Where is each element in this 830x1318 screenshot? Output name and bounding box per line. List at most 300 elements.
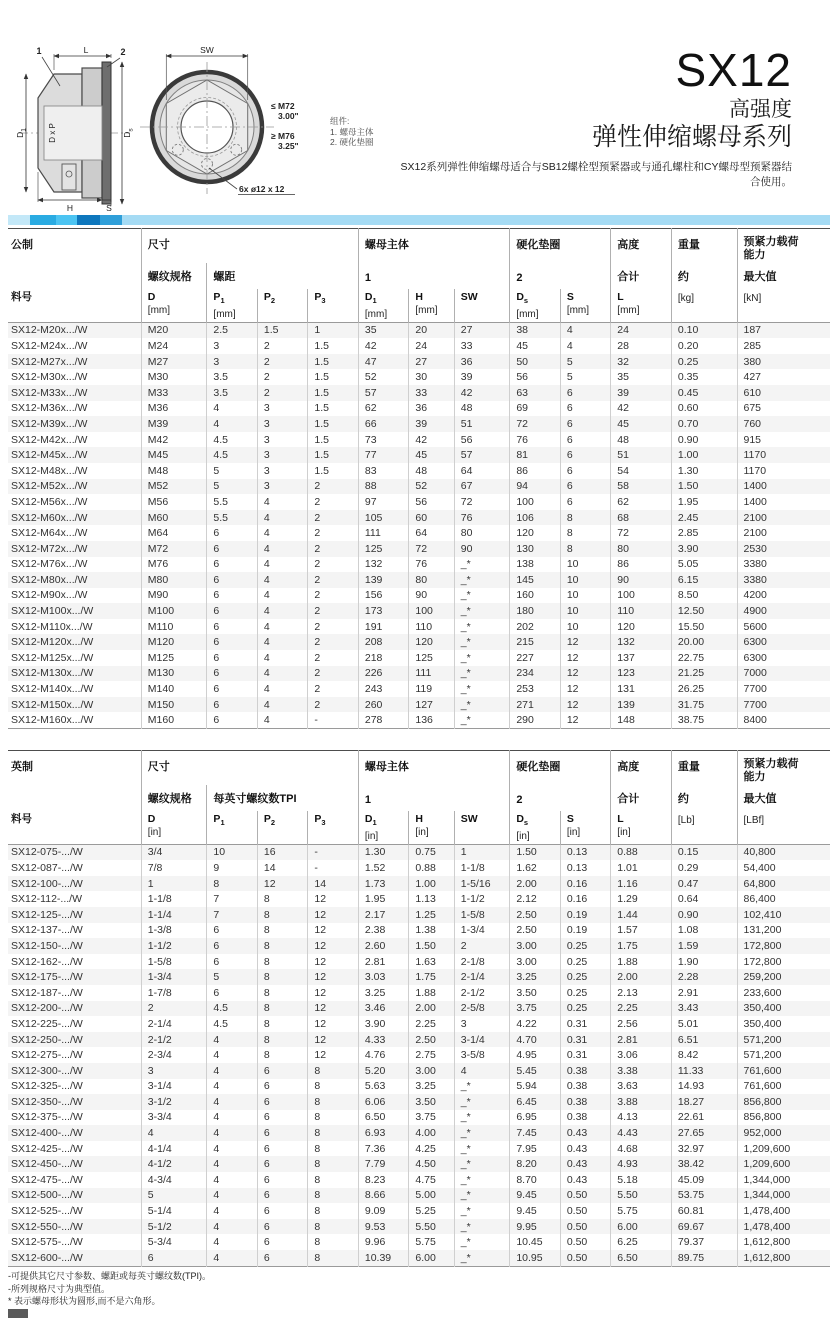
front-view	[140, 45, 299, 195]
table-row	[8, 938, 830, 954]
table-cell: 1,478,400	[737, 1203, 830, 1219]
table-cell: 35	[358, 322, 408, 338]
table-cell: SX12-187-.../W	[11, 986, 83, 999]
table-cell: 8	[308, 1094, 358, 1110]
table-cell: 8	[257, 1047, 307, 1063]
table-cell: 278	[358, 712, 408, 728]
table-cell: 610	[737, 385, 830, 401]
table-cell: 3	[257, 447, 307, 463]
sub-header-approx: 约	[671, 263, 737, 289]
table-row	[8, 907, 830, 923]
table-cell: 77	[358, 447, 408, 463]
column-header: S [mm]	[560, 289, 610, 323]
accent-bar-segment	[122, 215, 830, 225]
table-cell: 571,200	[737, 1032, 830, 1048]
table-cell: 72	[510, 416, 560, 432]
table-cell: 3.38	[611, 1063, 672, 1079]
table-cell: 12	[560, 650, 610, 666]
table-cell: 4.25	[409, 1141, 454, 1157]
table-cell: M56	[141, 494, 207, 510]
table-cell: 4	[257, 541, 307, 557]
table-cell: 227	[510, 650, 560, 666]
table-cell: 83	[358, 463, 408, 479]
table-cell: 4	[141, 1125, 207, 1141]
table-cell: 4	[560, 322, 610, 338]
table-cell: 2	[308, 619, 358, 635]
table-cell: 1.5	[308, 447, 358, 463]
table-cell: 0.88	[611, 844, 672, 860]
table-cell: 9	[207, 860, 257, 876]
table-cell: 761,600	[737, 1079, 830, 1095]
table-cell: 42	[611, 401, 672, 417]
table-cell: 4	[257, 634, 307, 650]
table-cell: 4.22	[510, 1016, 560, 1032]
table-cell: 12	[308, 1032, 358, 1048]
sub-header-tpi: 每英寸螺纹数TPI	[207, 785, 358, 811]
table-cell: 1170	[737, 463, 830, 479]
table-cell: 10	[560, 619, 610, 635]
table-cell: 120	[611, 619, 672, 635]
sub-header-approx: 约	[671, 785, 737, 811]
column-header: $P_1$ [mm]	[207, 289, 257, 323]
table-cell: 4	[207, 1250, 257, 1266]
dim-s-label: S	[106, 203, 112, 213]
table-cell: 2	[257, 369, 307, 385]
table-cell: 51	[454, 416, 510, 432]
table-cell: 0.45	[671, 385, 737, 401]
table-cell: SX12-M45x.../W	[11, 449, 88, 462]
table-cell: 8	[308, 1156, 358, 1172]
table-cell: 3.5	[207, 369, 257, 385]
table-cell: 2.00	[510, 876, 560, 892]
table-cell: 0.25	[560, 985, 610, 1001]
table-cell: 6	[207, 712, 257, 728]
table-cell: 6	[257, 1063, 307, 1079]
table-cell: 1.63	[409, 954, 454, 970]
table-row	[8, 1047, 830, 1063]
table-cell: 86	[611, 557, 672, 573]
group-header-height: 高度	[611, 229, 672, 263]
column-header-row	[8, 289, 830, 323]
table-cell: 6	[207, 634, 257, 650]
callout-1: 1	[36, 46, 42, 56]
table-cell: 2	[257, 354, 307, 370]
table-cell: SX12-150-.../W	[11, 939, 83, 952]
table-cell: M125	[141, 650, 207, 666]
table-row	[8, 712, 830, 728]
table-cell: M30	[141, 369, 207, 385]
table-cell: 2	[257, 338, 307, 354]
table-cell: 208	[358, 634, 408, 650]
table-cell: 21.25	[671, 666, 737, 682]
table-cell: 8	[207, 876, 257, 892]
table-cell: 3.90	[358, 1016, 408, 1032]
table-cell: 3.00	[409, 1063, 454, 1079]
table-cell: 7.79	[358, 1156, 408, 1172]
table-cell: 110	[409, 619, 454, 635]
table-cell: _*	[454, 1110, 510, 1126]
table-cell: 7.36	[358, 1141, 408, 1157]
table-cell: 50	[510, 354, 560, 370]
table-cell: 1.50	[510, 844, 560, 860]
table-cell: _*	[454, 603, 510, 619]
table-cell: 148	[611, 712, 672, 728]
table-cell: 7	[207, 891, 257, 907]
table-cell: 10	[560, 557, 610, 573]
table-row	[8, 447, 830, 463]
table-cell: 64	[454, 463, 510, 479]
table-cell: 10	[560, 572, 610, 588]
table-cell: 1-3/4	[454, 923, 510, 939]
table-cell: 2	[257, 385, 307, 401]
table-cell: 89.75	[671, 1250, 737, 1266]
table-cell: 39	[611, 385, 672, 401]
table-cell: SX12-M56x.../W	[11, 495, 88, 508]
side-view	[15, 45, 135, 213]
table-cell: 5.50	[611, 1188, 672, 1204]
table-cell: 130	[510, 541, 560, 557]
table-cell: 2100	[737, 525, 830, 541]
table-cell: 1,209,600	[737, 1156, 830, 1172]
table-cell: _*	[454, 1094, 510, 1110]
table-cell: 6	[207, 681, 257, 697]
table-cell: 10.45	[510, 1234, 560, 1250]
table-cell: 0.38	[560, 1063, 610, 1079]
sub-header-body-number: 1	[358, 263, 509, 289]
table-cell: 1-1/8	[454, 860, 510, 876]
table-cell: 4	[257, 697, 307, 713]
table-cell: 173	[358, 603, 408, 619]
table-cell: 12	[308, 969, 358, 985]
metric-table-body	[8, 322, 830, 728]
table-cell: 0.50	[560, 1219, 610, 1235]
table-cell: M20	[141, 322, 207, 338]
table-cell: 94	[510, 479, 560, 495]
table-cell: 36	[409, 401, 454, 417]
table-cell: SX12-112-.../W	[11, 893, 82, 906]
table-cell: 3.00	[510, 954, 560, 970]
table-cell: 2.85	[671, 525, 737, 541]
table-cell: 2.45	[671, 510, 737, 526]
table-cell: SX12-137-.../W	[11, 924, 83, 937]
table-cell: SX12-325-.../W	[11, 1080, 83, 1093]
table-cell: 6	[207, 985, 257, 1001]
table-cell: 10	[560, 603, 610, 619]
table-cell: 3.06	[611, 1047, 672, 1063]
table-cell: 0.50	[560, 1250, 610, 1266]
table-row	[8, 572, 830, 588]
table-cell: 20	[409, 322, 454, 338]
callout-2: 2	[120, 47, 126, 57]
table-cell: 1-5/8	[141, 954, 207, 970]
table-cell: 67	[454, 479, 510, 495]
table-cell: 60.81	[671, 1203, 737, 1219]
table-cell: 259,200	[737, 969, 830, 985]
table-cell: SX12-M48x.../W	[11, 464, 88, 477]
table-cell: 64	[409, 525, 454, 541]
table-cell: 0.70	[671, 416, 737, 432]
table-cell: 86	[510, 463, 560, 479]
table-cell: 76	[409, 557, 454, 573]
column-header: L [mm]	[611, 289, 672, 323]
table-row	[8, 985, 830, 1001]
table-cell: 1,344,000	[737, 1172, 830, 1188]
table-cell: 4	[207, 1234, 257, 1250]
series-description: SX12系列弹性伸缩螺母适合与SB12螺栓型预紧器或与通孔螺柱和CY螺母型预紧器结合使用。	[400, 161, 792, 188]
table-cell: 12	[560, 666, 610, 682]
table-cell: 4	[257, 572, 307, 588]
table-cell: 1.5	[308, 432, 358, 448]
table-cell: 8	[308, 1063, 358, 1079]
table-cell: 1-3/4	[141, 969, 207, 985]
table-cell: 4200	[737, 588, 830, 604]
table-row	[8, 844, 830, 860]
table-cell: 6.00	[611, 1219, 672, 1235]
table-cell: SX12-M36x.../W	[11, 402, 88, 415]
table-row	[8, 541, 830, 557]
table-cell: _*	[454, 1234, 510, 1250]
table-cell: 2.50	[510, 923, 560, 939]
table-cell: 0.38	[560, 1094, 610, 1110]
table-cell: 127	[409, 697, 454, 713]
table-cell: 12	[308, 1016, 358, 1032]
table-cell: 111	[409, 666, 454, 682]
table-cell: 63	[510, 385, 560, 401]
table-cell: 0.38	[560, 1079, 610, 1095]
table-cell: 26.25	[671, 681, 737, 697]
table-cell: SX12-M42x.../W	[11, 433, 88, 446]
column-header: $P_3$	[308, 289, 358, 323]
table-cell: 380	[737, 354, 830, 370]
table-cell: 35	[611, 369, 672, 385]
table-cell: 1.5	[257, 322, 307, 338]
table-cell: 1.95	[358, 891, 408, 907]
table-cell: 4-3/4	[141, 1172, 207, 1188]
table-cell: 8	[308, 1234, 358, 1250]
table-cell: 0.25	[560, 954, 610, 970]
column-header: H [in]	[409, 811, 454, 845]
table-cell: 5	[207, 463, 257, 479]
thread-note-ge-in: 3.25"	[278, 141, 299, 151]
table-cell: 80	[611, 541, 672, 557]
table-cell: 0.43	[560, 1172, 610, 1188]
table-cell: 2.5	[207, 322, 257, 338]
table-cell: 62	[611, 494, 672, 510]
table-cell: 3.46	[358, 1001, 408, 1017]
table-cell: 7.45	[510, 1125, 560, 1141]
table-cell: 6	[207, 525, 257, 541]
table-cell: 1.95	[671, 494, 737, 510]
table-cell: 2.56	[611, 1016, 672, 1032]
table-cell: 761,600	[737, 1063, 830, 1079]
group-header-weight: 重量	[671, 229, 737, 263]
table-row	[8, 666, 830, 682]
table-cell: 8	[308, 1172, 358, 1188]
table-cell: 131,200	[737, 923, 830, 939]
table-cell: 4900	[737, 603, 830, 619]
table-cell: 76	[510, 432, 560, 448]
table-cell: 156	[358, 588, 408, 604]
table-cell: 3	[454, 1016, 510, 1032]
table-cell: 10.95	[510, 1250, 560, 1266]
table-cell: 7/8	[141, 860, 207, 876]
table-cell: 1,344,000	[737, 1188, 830, 1204]
table-cell: 0.10	[671, 322, 737, 338]
table-cell: 45	[611, 416, 672, 432]
group-header-size: 尺寸	[141, 229, 358, 263]
table-row	[8, 1203, 830, 1219]
footnote: -可提供其它尺寸参数、螺距或每英寸螺纹数(TPI)。	[8, 1271, 211, 1281]
thread-note-le: ≤ M72	[271, 101, 295, 111]
table-cell: _*	[454, 1219, 510, 1235]
table-cell: 4	[207, 1156, 257, 1172]
table-cell: 12	[308, 938, 358, 954]
table-cell: M27	[141, 354, 207, 370]
imperial-table-body	[8, 844, 830, 1266]
component-item-1: 1. 螺母主体	[330, 126, 374, 137]
table-cell: 39	[409, 416, 454, 432]
table-cell: M160	[141, 712, 207, 728]
table-cell: 4	[257, 681, 307, 697]
table-cell: 4.50	[409, 1156, 454, 1172]
table-cell: _*	[454, 619, 510, 635]
table-cell: 6	[257, 1188, 307, 1204]
table-cell: 131	[611, 681, 672, 697]
table-cell: 6300	[737, 650, 830, 666]
table-cell: SX12-425-.../W	[11, 1142, 83, 1155]
table-cell: 8	[257, 938, 307, 954]
table-cell: 12	[308, 891, 358, 907]
table-cell: 58	[611, 479, 672, 495]
table-cell: 2-1/2	[141, 1032, 207, 1048]
table-row	[8, 697, 830, 713]
group-header-washer: 硬化垫圈	[510, 229, 611, 263]
table-cell: SX12-M30x.../W	[11, 371, 88, 384]
table-cell: 4.68	[611, 1141, 672, 1157]
table-cell: 285	[737, 338, 830, 354]
table-cell: 3.75	[510, 1001, 560, 1017]
dim-ds-label: $D_s$	[122, 128, 135, 138]
table-cell: 2	[308, 494, 358, 510]
table-cell: 4	[454, 1063, 510, 1079]
table-cell: 56	[510, 369, 560, 385]
table-cell: 4-1/4	[141, 1141, 207, 1157]
column-header: $P_2$	[257, 289, 307, 323]
table-row	[8, 969, 830, 985]
table-cell: 350,400	[737, 1016, 830, 1032]
table-cell: 137	[611, 650, 672, 666]
table-cell: 0.35	[671, 369, 737, 385]
table-row	[8, 1094, 830, 1110]
table-cell: M80	[141, 572, 207, 588]
column-header: [kg]	[671, 289, 737, 323]
table-cell: -	[308, 712, 358, 728]
table-cell: 1.88	[409, 985, 454, 1001]
table-cell: 1.57	[611, 923, 672, 939]
sub-header-pitch: 螺距	[207, 263, 358, 289]
table-cell: M60	[141, 510, 207, 526]
table-cell: 3.88	[611, 1094, 672, 1110]
table-cell: 2-5/8	[454, 1001, 510, 1017]
table-cell: 6.93	[358, 1125, 408, 1141]
table-cell: 80	[454, 525, 510, 541]
sub-header-total: 合计	[611, 785, 672, 811]
table-cell: 69	[510, 401, 560, 417]
table-cell: 9.96	[358, 1234, 408, 1250]
table-cell: 1.50	[409, 938, 454, 954]
table-cell: 0.31	[560, 1032, 610, 1048]
accent-bar	[8, 215, 830, 225]
table-cell: _*	[454, 1079, 510, 1095]
table-row	[8, 463, 830, 479]
table-cell: 6	[207, 666, 257, 682]
table-cell: SX12-M33x.../W	[11, 386, 88, 399]
table-cell: 3.5	[207, 385, 257, 401]
table-row	[8, 876, 830, 892]
sub-header-washer-number: 2	[510, 785, 611, 811]
table-cell: 8	[308, 1188, 358, 1204]
table-cell: 233,600	[737, 985, 830, 1001]
table-cell: 22.61	[671, 1110, 737, 1126]
table-cell: 6	[560, 494, 610, 510]
table-cell: 39	[454, 369, 510, 385]
table-cell: 1-5/16	[454, 876, 510, 892]
table-row	[8, 1110, 830, 1126]
page-corner-mark	[8, 1309, 28, 1318]
table-row	[8, 634, 830, 650]
sub-header-row	[8, 785, 830, 811]
table-cell: 80	[409, 572, 454, 588]
sub-header-max: 最大值	[737, 785, 830, 811]
table-cell: 7	[207, 907, 257, 923]
table-cell: 8.70	[510, 1172, 560, 1188]
table-cell: 5-1/4	[141, 1203, 207, 1219]
table-cell: 42	[454, 385, 510, 401]
table-cell: _*	[454, 1250, 510, 1266]
table-cell: 64,800	[737, 876, 830, 892]
table-cell: 2.25	[611, 1001, 672, 1017]
table-cell: 3	[257, 463, 307, 479]
column-header: 料号	[11, 812, 32, 825]
table-cell: 3	[257, 416, 307, 432]
table-row	[8, 354, 830, 370]
table-cell: 32	[611, 354, 672, 370]
sub-header-body-number: 1	[358, 785, 509, 811]
table-cell: 6	[560, 416, 610, 432]
table-cell: 1.5	[308, 338, 358, 354]
table-cell: 54	[611, 463, 672, 479]
table-cell: 5	[560, 369, 610, 385]
table-cell: 2	[308, 634, 358, 650]
table-cell: 10.39	[358, 1250, 408, 1266]
table-cell: 110	[611, 603, 672, 619]
table-cell: 1,612,800	[737, 1250, 830, 1266]
table-cell: SX12-175-.../W	[11, 971, 83, 984]
table-cell: 5.50	[409, 1219, 454, 1235]
table-cell: 760	[737, 416, 830, 432]
table-cell: 4.93	[611, 1156, 672, 1172]
table-cell: 1.5	[308, 354, 358, 370]
table-cell: 1,478,400	[737, 1219, 830, 1235]
table-cell: 2.12	[510, 891, 560, 907]
table-cell: 90	[409, 588, 454, 604]
table-cell: 45	[510, 338, 560, 354]
table-cell: 38	[510, 322, 560, 338]
column-header: $P_1$	[207, 811, 257, 845]
table-cell: 125	[409, 650, 454, 666]
accent-bar-segment	[30, 215, 56, 225]
table-cell: 11.33	[671, 1063, 737, 1079]
